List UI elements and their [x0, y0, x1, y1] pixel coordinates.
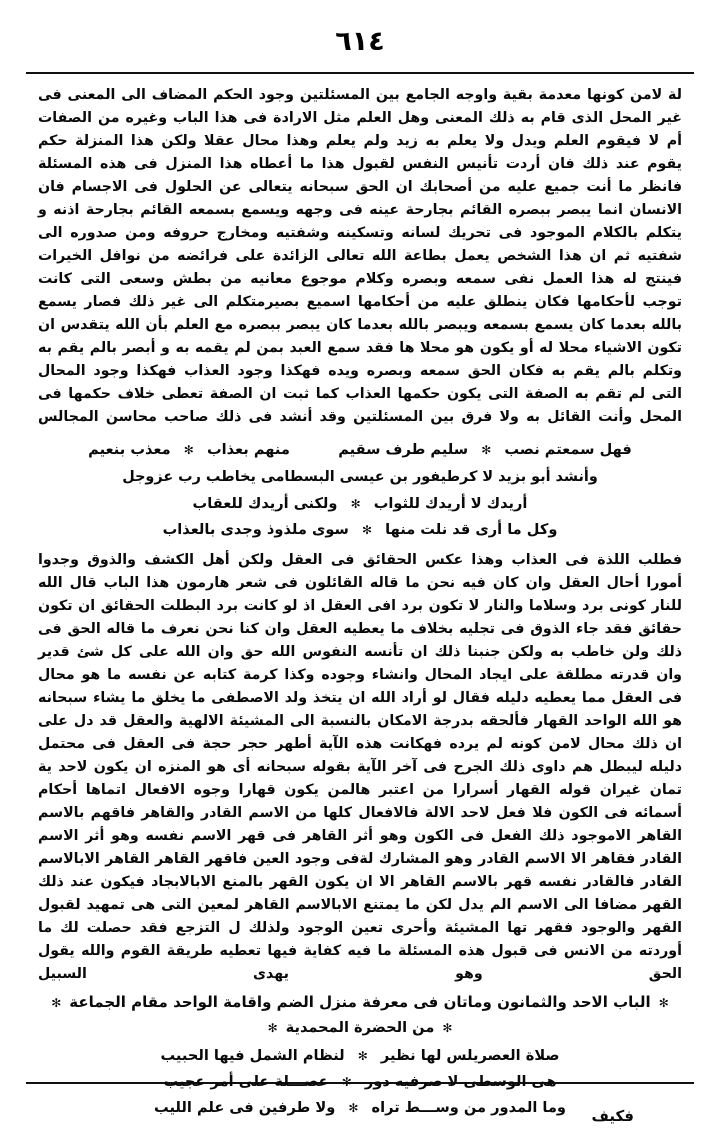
- verse-2-hemistich-d: سوى ملذوذ وجدى بالعذاب: [162, 521, 349, 539]
- star-separator-icon-5: ✻: [357, 1048, 368, 1063]
- attribution-line-1: وأنشد أبو بزيد لا كرطيفور بن عيسى البسطامى يخاطب رب عزوجل: [122, 468, 598, 485]
- closing-verse-3-b: ولا طرفين فى علم الليب: [154, 1098, 336, 1116]
- verse-line-1: [38, 437, 682, 463]
- verse-1-hemistich-d: معذب بنعيم: [88, 441, 171, 458]
- main-paragraph-block-2: [38, 549, 682, 986]
- closing-verse-1-a: صلاة العصريلس لها نظير: [380, 1046, 560, 1064]
- star-separator-icon: ✻: [481, 443, 492, 457]
- verse-1-hemistich-b: سليم طرف سقيم: [338, 441, 469, 458]
- verse-2-hemistich-c: وكل ما أرى قد نلت منها: [385, 521, 558, 539]
- closing-verse-2-a: هى الوسطى لا صرفيه دور: [364, 1072, 557, 1090]
- verse-1-hemistich-a: فهل سمعتم نصب: [504, 441, 632, 458]
- verse-line-2: [38, 491, 682, 517]
- star-separator-icon-3: ✻: [350, 497, 361, 512]
- catchword: فكيف: [591, 1107, 634, 1125]
- verse-2-hemistich-b: ولكنى أريدك للعقاب: [192, 495, 338, 513]
- verse-2-hemistich-a: أريدك لا أريدك للثواب: [373, 495, 528, 513]
- closing-verse-line-1: [38, 1043, 682, 1069]
- star-separator-icon-4: ✻: [361, 523, 373, 538]
- star-ornament-sub-left-icon: ✻: [442, 1020, 453, 1035]
- star-ornament-sub-right-icon: ✻: [267, 1020, 278, 1035]
- star-separator-icon-2: ✻: [183, 443, 194, 457]
- verse-couplet-1: [38, 437, 682, 463]
- main-paragraph-block: [38, 84, 682, 429]
- closing-verse-line-2: [38, 1069, 682, 1095]
- closing-verse-line-3: [38, 1095, 682, 1121]
- star-separator-icon-6: ✻: [341, 1074, 352, 1089]
- verse-1-hemistich-c: منهم بعذاب: [206, 441, 290, 458]
- paragraph-1: لة لامن كونها معدمة بقية واوجه الجامع بين المسئلتين وجود الحكم المضاف الى المعنى فى غير المحل الذى قام به ذلك المعنى وهل العلم مثل الارادة فى هذا الباب وغيره من الصفات أم لا فيقوم العلم ويدل ولا يعلم به زيد ولم يعلم وهذا محال عقلا ولكن هذا المنزلة حكم يقوم عند ذلك فان أردت تأنيس النفس لقبول هذا ما أعطاه هذا المنزل فى هذه المسئلة فانظر ما أنت جميع عليه من أصحابك ان الحق سبحانه يتعالى عن الحلول فى الاجسام فان الانسان انما يبصر ببصره القائم بجارحة عينه فى وجهه ويسمع بسمعه القائم بجارحة اذنه و يتكلم بالكلام الموجود فى تحريك لسانه وتسكينه وشفتيه ومخارج حروفه ومن صدوره الى شفتيه ثم ان هذا الشخص يعمل بطاعة الله تعالى الزائدة على فرائضه من نوافل الخيرات فينتج له هذا العمل نفى سمعه وبصره وكلام موجوع معانيه من بطش وسعى التى كانت توجب لأحكامها فكان ينطلق عليه من أحكامها اسميع بصيرمتكلم الى غير ذلك فصار يسمع بالله بعدما كان يسمع بسمعه ويبصر بالله بعدما كان يبصر ببصره مع العلم بأن الله يتقدس ان تكون الاشياء محلا له أو يكون هو محلا ها فقد سمع العبد بمن لم يقمه به و أبصر بالم يقم به وتكلم بالم يقم به فكان الحق سمعه وبصره ويده فهكذا وجود العذاب فهكذا وجود المحال التى لم تقم به الصفة التى يكون حكمها العذاب كما ثبت ان الصفة تعطى خلاف حكمها فى المحل وأنت القائل به ولا فرق بين المسئلتين وقد أنشد فى ذلك صاحب محاسن المجالس: [38, 87, 682, 425]
- verse-couplet-2: [38, 491, 682, 543]
- hemistich-gap: [305, 438, 323, 461]
- paragraph-2: فطلب اللذة فى العذاب وهذا عكس الحقائق فى العقل ولكن أهل الكشف والذوق وجدوا أمورا أحال العقل وان كان فيه نحن ما قاله القائلون فى شعر هارمون هذا الباب قال الله للنار كونى برد وسلاما والنار لا تكون برد افى العقل اذ لو كانت برد البطلت الحقائق ان تكون حقائق فقد جاء الذوق فى تجليه بخلاف ما يعطيه العقل وان كنا نحن نعرف ما قاله الحق فى ذلك ولن خاطب به ولكن جنبنا ذلك ان تأنسه النفوس الله حق وان الله على كل شئ قدير وان قدرته مطلقة على ايجاد المحال وانشاء وجوده وكذا كرمة كتابه عن نفسه ما هو محال فى العقل مما يعطيه دليله فقال لو أراد الله ان يتخذ ولد الاصطفى ما يخلق ما يشاء سبحانه هو الله الواحد القهار فألحقه بدرجة الامكان بالنسبة الى المشيئة الالهية والعقل قد دل على ان ذلك محال لامن كونه لم يرده فهكانت هذه الآية أطهر حجر حجة فى العقل فى محتمل دليله ليبطل هم داوى ذلك الجرح فى آخر الآية بقوله سبحانه أى هو المنزه ان يكون لاحد ية تمان غيران قوله القهار أسرارا من اعتبر هالمن يكون قهارا وجوه الافعال اتماها أحكام أسمائه فى الكون فلا فعل لاحد الالة فالافعال كلها من الاسم القادر والقاهر فاقهم بالاسم القاهر الاموجود ذلك الفعل فى الكون وهو أثر القاهر فى قهر الاسم نفسه وهو أثر الاسم القادر فقاهر الا الاسم القادر وهو المشارك لةفى وجود العين فاقهر القاهر القاهر الابالاسم القادر فالقادر نفسه قهر بالاسم القاهر الا ان يكون القهر بالمنع الابالابجاد فيكون عند ذلك القهر مضافا الى الاسم الم يدل لكن ما يمتنع الابالاسم القاهر لمعين التى هى تمهيد لقبول القهر والوجود فقهر تها المشيئة وأحرى تعين الوجود ولذلك ل التزجع فقد حصلت لك ما أوردته من الانس فى قبول هذه المسئلة ما فيه كفاية فيها تعطيه طريقة القوم والله يقول الحق وهو يهدى السبيل: [38, 552, 682, 983]
- star-separator-icon-7: ✻: [348, 1100, 359, 1115]
- chapter-subheading-text: من الحضرة المحمدية: [285, 1018, 435, 1036]
- chapter-heading: [38, 990, 682, 1016]
- verse-line-3: [38, 517, 682, 543]
- chapter-subheading: [38, 1016, 682, 1041]
- page-number: ٦١٤: [335, 26, 385, 57]
- star-ornament-right-icon: ✻: [51, 996, 62, 1011]
- star-ornament-left-icon: ✻: [658, 996, 669, 1011]
- closing-verse-2-b: عصـــلة على أمر عجيب: [163, 1072, 329, 1090]
- spacer: [38, 429, 682, 435]
- closing-verse-1-b: لنظام الشمل فيها الحبيب: [160, 1046, 345, 1064]
- chapter-heading-text: الباب الاحد والثمانون وماتان فى معرفة منزل الضم واقامة الواحد مقام الجماعة: [69, 993, 651, 1012]
- closing-verse-3-a: وما المدور من وســـط تراه: [371, 1098, 566, 1116]
- closing-verse-block: [38, 1043, 682, 1121]
